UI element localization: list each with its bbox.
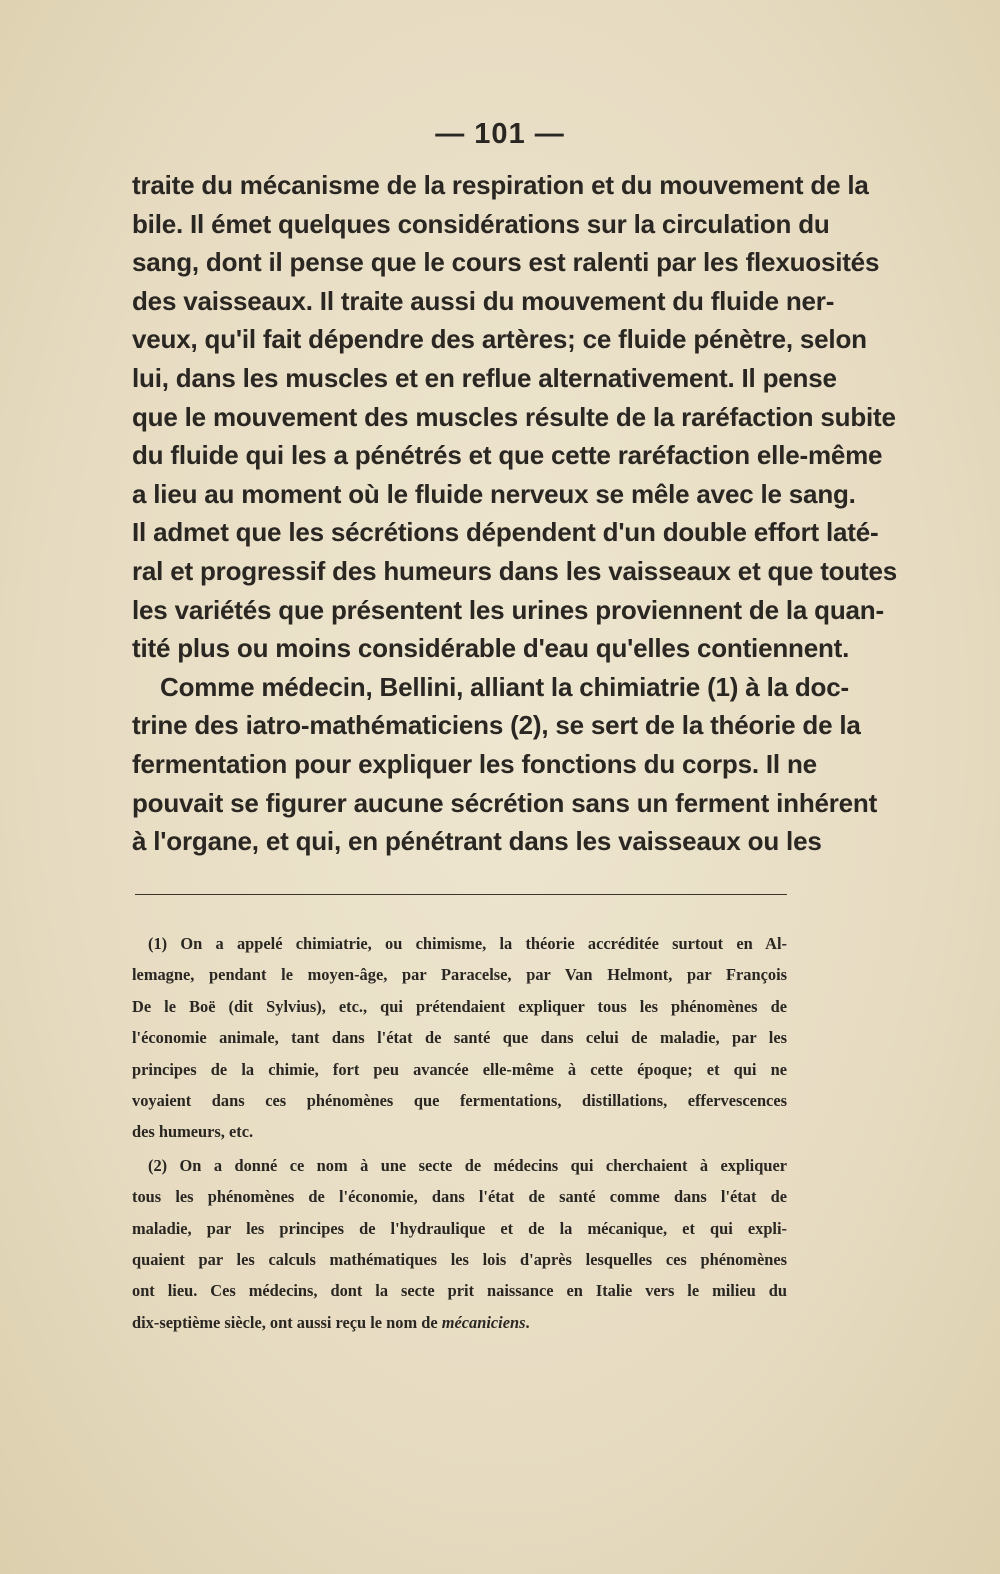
body-line: des vaisseaux. Il traite aussi du mouvement du fluide ner-	[132, 285, 835, 316]
body-line: Comme médecin, Bellini, alliant la chimiatrie (1) à la doc-	[160, 671, 849, 702]
footnote-1	[132, 928, 787, 1148]
footnote-line: tous les phénomènes de l'économie, dans l'état de santé comme dans l'état de	[132, 1187, 787, 1207]
body-line: à l'organe, et qui, en pénétrant dans les vaisseaux ou les	[132, 826, 822, 857]
footnote-last-line	[132, 1307, 787, 1338]
footnote-line: De le Boë (dit Sylvius), etc., qui prétendaient expliquer tous les phénomènes de	[132, 996, 787, 1016]
footnote-line: (2) On a donné ce nom à une secte de médecins qui cherchaient à expliquer	[148, 1155, 787, 1175]
body-line: Il admet que les sécrétions dépendent d'un double effort laté-	[132, 517, 879, 548]
body-line: que le mouvement des muscles résulte de la raréfaction subite	[132, 401, 896, 432]
body-line: tité plus ou moins considérable d'eau qu'elles contiennent.	[132, 633, 850, 664]
body-line: du fluide qui les a pénétrés et que cette raréfaction elle-même	[132, 440, 883, 471]
body-line: fermentation pour expliquer les fonctions du corps. Il ne	[132, 748, 817, 779]
footnote-line: quaient par les calculs mathématiques les lois d'après lesquelles ces phénomènes	[132, 1249, 787, 1269]
italic-term: mécaniciens	[441, 1312, 526, 1332]
body-line: traite du mécanisme de la respiration et du mouvement de la	[132, 170, 869, 200]
body-line: lui, dans les muscles et en reflue alternativement. Il pense	[132, 362, 837, 393]
body-line: pouvait se figurer aucune sécrétion sans un ferment inhérent	[132, 787, 878, 818]
footnote-line: ont lieu. Ces médecins, dont la secte prit naissance en Italie vers le milieu du	[132, 1281, 787, 1301]
footnote-text: .	[525, 1312, 530, 1332]
body-line: bile. Il émet quelques considérations sur la circulation du	[132, 208, 830, 239]
body-line: trine des iatro-mathématiciens (2), se sert de la théorie de la	[132, 710, 861, 741]
body-line: veux, qu'il fait dépendre des artères; ce fluide pénètre, selon	[132, 324, 867, 355]
footnote-line: principes de la chimie, fort peu avancée elle-même à cette époque; et qui ne	[132, 1059, 787, 1079]
footnote-line: voyaient dans ces phénomènes que fermentations, distillations, effervescences	[132, 1090, 787, 1110]
footnote-separator	[135, 894, 787, 895]
footnote-text: dix-septième siècle, ont aussi reçu le nom de	[132, 1312, 442, 1332]
body-line: ral et progressif des humeurs dans les vaisseaux et que toutes	[132, 555, 897, 586]
footnote-line: lemagne, pendant le moyen-âge, par Paracelse, par Van Helmont, par François	[132, 965, 787, 985]
footnote-line: des humeurs, etc.	[132, 1122, 254, 1142]
body-line: sang, dont il pense que le cours est ralenti par les flexuosités	[132, 247, 880, 278]
body-line: a lieu au moment où le fluide nerveux se mêle avec le sang.	[132, 478, 856, 509]
main-text	[132, 166, 897, 861]
footnote-2	[132, 1150, 787, 1338]
body-line: les variétés que présentent les urines proviennent de la quan-	[132, 594, 884, 625]
footnote-line: l'économie animale, tant dans l'état de santé que dans celui de maladie, par les	[132, 1028, 787, 1048]
footnote-line: (1) On a appelé chimiatrie, ou chimisme, la théorie accréditée surtout en Al-	[148, 934, 787, 953]
footnote-line: maladie, par les principes de l'hydraulique et de la mécanique, et qui expli-	[132, 1218, 787, 1238]
footnotes	[132, 928, 787, 1338]
page-number: — 101 —	[435, 118, 565, 150]
